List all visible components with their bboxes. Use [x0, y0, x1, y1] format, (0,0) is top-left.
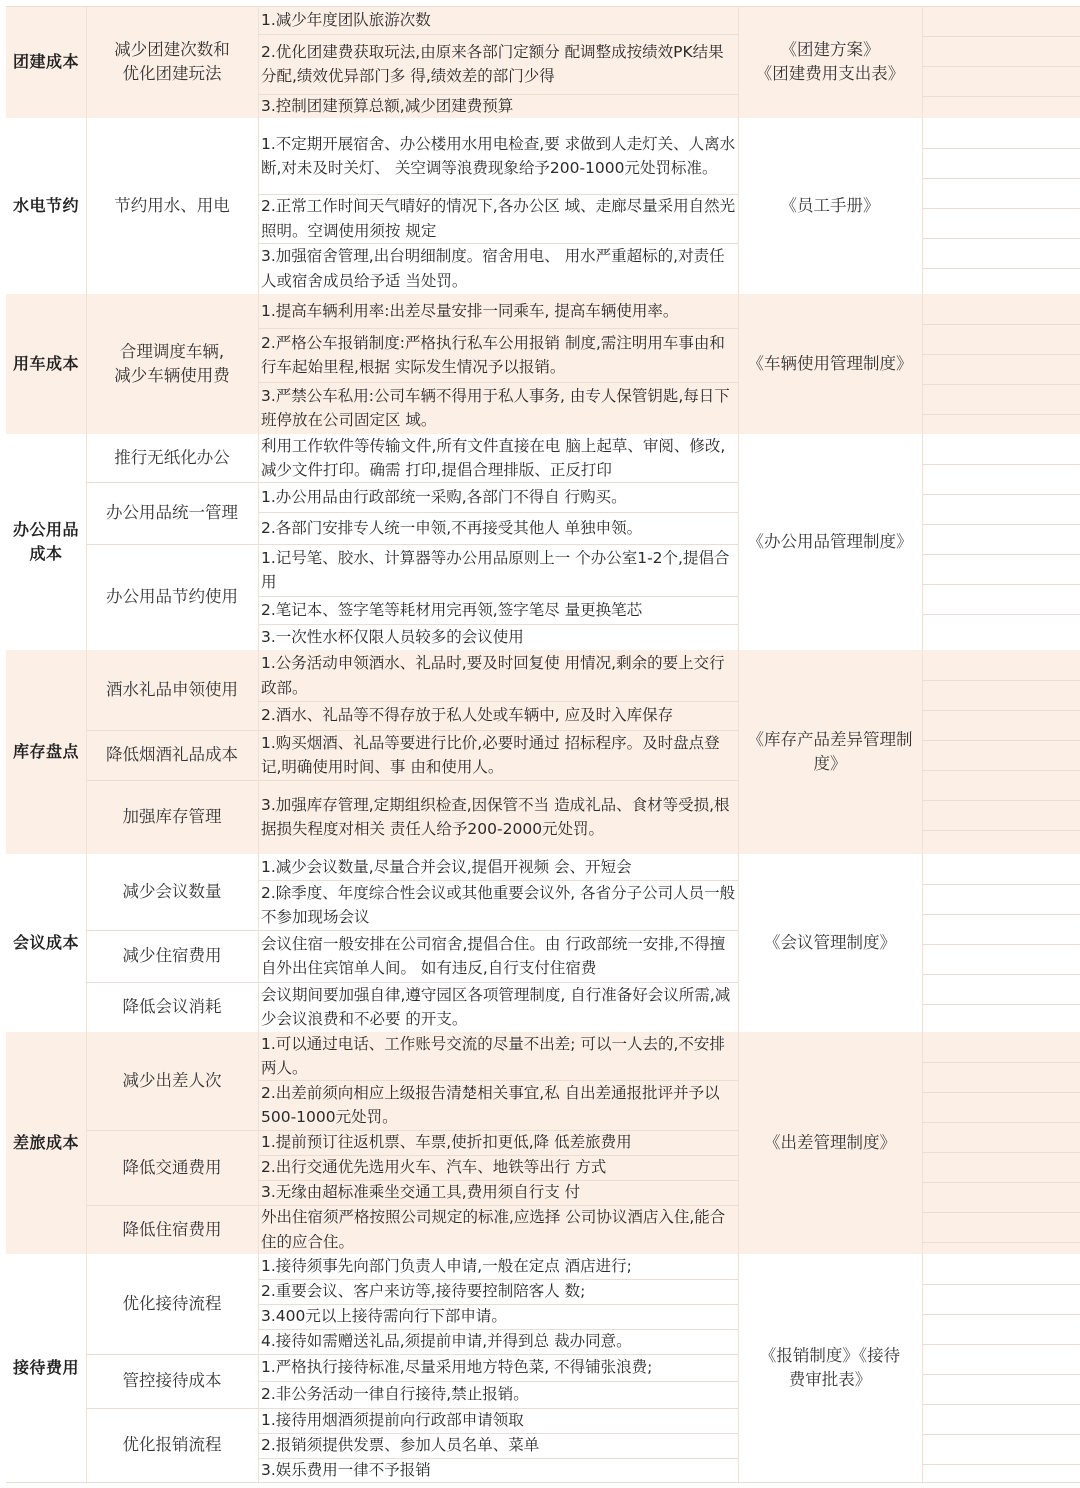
row-divider: [922, 614, 1080, 615]
category-cell: [6, 434, 86, 650]
row-divider: [258, 1155, 738, 1156]
sub-measure-cell: [86, 434, 258, 482]
measure-item-text: 1.可以通过电话、工作账号交流的尽量不出差; 可以一人去的,不安排两人。: [261, 1034, 725, 1077]
policy-document-cell-text: 《办公用品管理制度》: [747, 532, 913, 551]
sub-measure-cell-text: 管控接待成本: [122, 1371, 222, 1390]
row-divider: [86, 730, 738, 731]
measure-item: [258, 982, 738, 1032]
row-divider: [922, 1314, 1080, 1315]
column-divider: [738, 6, 739, 1482]
sub-measure-cell: [86, 650, 258, 730]
row-divider: [922, 238, 1080, 239]
column-divider: [86, 6, 87, 1482]
row-divider: [922, 1122, 1080, 1123]
measure-item: [258, 1032, 738, 1080]
measure-item-text: 利用工作软件等传输文件,所有文件直接在电 脑上起草、审阅、修改,减少文件打印。确需 打印,提倡合理排版、正反打印: [261, 436, 726, 479]
row-divider: [86, 1354, 738, 1355]
sub-measure-cell-text: 办公用品统一管理: [106, 503, 238, 522]
category-cell-text: 库存盘点: [12, 742, 79, 761]
row-divider: [86, 982, 738, 983]
measure-item-text: 1.购买烟酒、礼品等要进行比价,必要时通过 招标程序。及时盘点登记,明确使用时间、事 由和使用人。: [261, 733, 720, 776]
measure-item-text: 2.出行交通优先选用火车、汽车、地铁等出行 方式: [261, 1158, 607, 1177]
measure-item: [258, 544, 738, 596]
row-divider: [258, 94, 738, 95]
row-divider: [258, 624, 738, 625]
sub-measure-cell-text: 合理调度车辆, 减少车辆使用费: [114, 342, 230, 385]
row-divider: [258, 1080, 738, 1081]
sub-measure-cell-text: 降低会议消耗: [122, 997, 222, 1016]
measure-item-text: 1.减少年度团队旅游次数: [261, 10, 431, 29]
row-divider: [922, 1004, 1080, 1005]
measure-item-text: 外出住宿须严格按照公司规定的标准,应选择 公司协议酒店入住,能合住的应合住。: [261, 1208, 726, 1251]
measure-item-text: 1.不定期开展宿舍、办公楼用水用电检查,要 求做到人走灯关、人离水断,对未及时关灯、 关空调等浪费现象给予200-1000元处罚标准。: [261, 134, 736, 177]
sub-measure-cell: [86, 294, 258, 434]
row-divider: [258, 1180, 738, 1181]
row-divider: [922, 324, 1080, 325]
category-cell-text: 团建成本: [12, 52, 79, 71]
row-divider: [86, 1130, 738, 1131]
row-divider: [258, 1279, 738, 1280]
column-divider: [922, 6, 923, 1482]
measure-item: [258, 1433, 738, 1458]
category-cell-text: 差旅成本: [12, 1133, 79, 1152]
sub-measure-cell: [86, 854, 258, 930]
measure-item: [258, 94, 738, 118]
measure-item: [258, 118, 738, 194]
row-divider: [922, 178, 1080, 179]
sub-measure-cell: [86, 780, 258, 854]
row-divider: [922, 710, 1080, 711]
row-divider: [922, 96, 1080, 97]
measure-item: [258, 6, 738, 34]
column-divider: [258, 6, 259, 1482]
row-divider: [922, 268, 1080, 269]
measure-item-text: 1.接待须事先向部门负责人申请,一般在定点 酒店进行;: [261, 1257, 632, 1276]
measure-item-text: 1.提高车辆利用率:出差尽量安排一同乘车, 提高车辆使用率。: [261, 301, 679, 320]
measure-item: [258, 1205, 738, 1254]
sub-measure-cell: [86, 1408, 258, 1482]
measure-item: [258, 596, 738, 624]
sub-measure-cell-text: 降低住宿费用: [122, 1219, 222, 1239]
measure-item-text: 3.加强宿舍管理,出台明细制度。宿舍用电、 用水严重超标的,对责任人或宿舍成员给予适 当处罚。: [261, 247, 725, 290]
sub-measure-cell-text: 减少住宿费用: [122, 946, 222, 965]
sub-measure-cell-text: 优化报销流程: [122, 1435, 222, 1454]
category-cell: [6, 1254, 86, 1482]
row-divider: [922, 584, 1080, 585]
sub-measure-cell: [86, 930, 258, 982]
row-divider: [258, 34, 738, 35]
row-divider: [86, 780, 738, 781]
sub-measure-cell: [86, 118, 258, 294]
row-divider: [922, 1404, 1080, 1405]
measure-item: [258, 1408, 738, 1433]
policy-document-cell-text: 《出差管理制度》: [764, 1133, 896, 1152]
row-divider: [922, 66, 1080, 67]
row-divider: [258, 1381, 738, 1382]
measure-item-text: 会议住宿一般安排在公司宿舍,提倡合住。由 行政部统一安排,不得擅自外出住宾馆单人间。 如有违反,自行支付住宿费: [261, 934, 726, 977]
measure-item-text: 3.无缘由超标准乘坐交通工具,费用须自行支 付: [261, 1183, 581, 1202]
measure-item-text: 2.正常工作时间天气晴好的情况下,各办公区 域、走廊尽量采用自然光照明。空调使用须按 规定: [261, 197, 736, 240]
measure-item: [258, 1254, 738, 1279]
measure-item-text: 2.酒水、礼品等不得存放于私人处或车辆中, 应及时入库保存: [261, 706, 674, 725]
row-divider: [258, 243, 738, 244]
measure-item: [258, 512, 738, 544]
row-divider: [922, 524, 1080, 525]
row-divider: [922, 830, 1080, 831]
row-divider: [86, 1205, 738, 1206]
row-divider: [258, 1458, 738, 1459]
category-cell: [6, 650, 86, 854]
sub-measure-cell: [86, 482, 258, 544]
category-cell-text: 会议成本: [12, 933, 79, 952]
row-divider: [6, 6, 1080, 7]
sub-measure-cell: [86, 1032, 258, 1130]
sub-measure-cell-text: 推行无纸化办公: [114, 448, 230, 467]
row-divider: [922, 884, 1080, 885]
measure-item-text: 2.严格公车报销制度:严格执行私车公用报销 制度,需注明用车事由和行车起始里程,根据 实际发生情况予以报销。: [261, 333, 725, 376]
policy-document-cell-text: 《员工手册》: [780, 196, 880, 215]
row-divider: [922, 1152, 1080, 1153]
sub-measure-cell: [86, 544, 258, 650]
row-divider: [922, 1182, 1080, 1183]
measure-item: [258, 854, 738, 880]
measure-item-text: 2.笔记本、签字笔等耗材用完再领,签字笔尽 量更换笔芯: [261, 600, 643, 619]
row-divider: [922, 1062, 1080, 1063]
measure-item: [258, 1329, 738, 1354]
measure-item-text: 1.记号笔、胶水、计算器等办公用品原则上一 个办公室1-2个,提倡合用: [261, 548, 730, 591]
sub-measure-cell-text: 降低烟酒礼品成本: [106, 745, 238, 764]
measure-item: [258, 1458, 738, 1482]
row-divider: [258, 701, 738, 702]
measure-item-text: 1.公务活动申领酒水、礼品时,要及时回复使 用情况,剩余的要上交行政部。: [261, 654, 725, 697]
sub-measure-cell: [86, 730, 258, 780]
measure-item-text: 2.出差前须向相应上级报告清楚相关事宜,私 自出差通报批评并予以500-1000元处罚。: [261, 1083, 720, 1126]
category-cell: [6, 1032, 86, 1254]
measure-item: [258, 382, 738, 434]
row-divider: [922, 1374, 1080, 1375]
measure-item: [258, 1180, 738, 1205]
sub-measure-cell-text: 酒水礼品申领使用: [106, 680, 238, 699]
measure-item: [258, 730, 738, 780]
category-cell-text: 办公用品 成本: [12, 520, 79, 563]
measure-item: [258, 780, 738, 854]
row-divider: [922, 354, 1080, 355]
measure-item-text: 3.严禁公车私用:公司车辆不得用于私人事务, 由专人保管钥匙,每日下班停放在公司固定区 域。: [261, 386, 730, 429]
measure-item: [258, 1130, 738, 1155]
empty-cell: [922, 1032, 1080, 1254]
row-divider: [922, 914, 1080, 915]
sub-measure-cell: [86, 6, 258, 118]
policy-document-cell: [738, 650, 922, 854]
row-divider: [922, 384, 1080, 385]
policy-document-cell-text: 《报销制度》《接待 费审批表》: [759, 1346, 901, 1389]
measure-item-text: 3.控制团建预算总额,减少团建费预算: [261, 96, 514, 115]
policy-document-cell-text: 《车辆使用管理制度》: [747, 354, 913, 373]
measure-item: [258, 1279, 738, 1304]
category-cell: [6, 118, 86, 294]
sub-measure-cell-text: 优化接待流程: [122, 1294, 222, 1313]
measure-item-text: 2.优化团建费获取玩法,由原来各部门定额分 配调整成按绩效PK结果分配,绩效优异部门多 得,绩效差的部门少得: [261, 42, 724, 85]
row-divider: [922, 800, 1080, 801]
row-divider: [258, 1433, 738, 1434]
row-divider: [258, 596, 738, 597]
policy-document-cell: [738, 854, 922, 1032]
measure-item-text: 1.办公用品由行政部统一采购,各部门不得自 行购买。: [261, 487, 627, 506]
sub-measure-cell-text: 节约用水、用电: [114, 196, 230, 215]
row-divider: [258, 880, 738, 881]
measure-item-text: 3.一次性水杯仅限人员较多的会议使用: [261, 627, 524, 646]
empty-cell: [922, 1254, 1080, 1482]
measure-item: [258, 1354, 738, 1381]
policy-document-cell-text: 《会议管理制度》: [764, 933, 896, 952]
measure-item: [258, 930, 738, 982]
sub-measure-cell-text: 减少出差人次: [122, 1071, 222, 1090]
measure-item-text: 2.各部门安排专人统一申领,不再接受其他人 单独申领。: [261, 518, 643, 537]
sub-measure-cell-text: 减少团建次数和 优化团建玩法: [114, 40, 230, 83]
policy-document-cell: [738, 6, 922, 118]
measure-item: [258, 650, 738, 701]
measure-item-text: 4.接待如需赠送礼品,须提前申请,并得到总 裁办同意。: [261, 1332, 632, 1351]
policy-document-cell: [738, 1254, 922, 1482]
row-divider: [6, 1482, 1080, 1483]
measure-item: [258, 880, 738, 930]
row-divider: [922, 1344, 1080, 1345]
row-divider: [922, 414, 1080, 415]
measure-item-text: 2.报销须提供发票、参加人员名单、菜单: [261, 1436, 540, 1455]
row-divider: [922, 1242, 1080, 1243]
row-divider: [258, 194, 738, 195]
policy-document-cell: [738, 294, 922, 434]
measure-item-text: 3.400元以上接待需向行下部申请。: [261, 1307, 507, 1326]
empty-cell: [922, 854, 1080, 1032]
row-divider: [258, 382, 738, 383]
measure-item: [258, 624, 738, 650]
measure-item: [258, 1080, 738, 1130]
row-divider: [922, 494, 1080, 495]
empty-cell: [922, 434, 1080, 650]
row-divider: [258, 328, 738, 329]
row-divider: [258, 1329, 738, 1330]
measure-item-text: 1.严格执行接待标准,尽量采用地方特色菜, 不得铺张浪费;: [261, 1358, 653, 1377]
measure-item: [258, 294, 738, 328]
measure-item-text: 1.接待用烟酒须提前向行政部申请领取: [261, 1411, 524, 1430]
category-cell-text: 接待费用: [12, 1358, 79, 1377]
sub-measure-cell-text: 减少会议数量: [122, 882, 222, 901]
measure-item: [258, 482, 738, 512]
row-divider: [922, 770, 1080, 771]
measure-item: [258, 701, 738, 730]
row-divider: [922, 208, 1080, 209]
row-divider: [258, 1304, 738, 1305]
row-divider: [922, 680, 1080, 681]
policy-document-cell: [738, 434, 922, 650]
sub-measure-cell: [86, 1354, 258, 1408]
empty-cell: [922, 294, 1080, 434]
row-divider: [922, 148, 1080, 149]
sub-measure-cell: [86, 1205, 258, 1254]
measure-item: [258, 1155, 738, 1180]
measure-item: [258, 1304, 738, 1329]
row-divider: [922, 36, 1080, 37]
row-divider: [922, 740, 1080, 741]
measure-item: [258, 434, 738, 482]
category-cell-text: 水电节约: [12, 196, 79, 215]
row-divider: [922, 1464, 1080, 1465]
row-divider: [86, 482, 738, 483]
category-cell-text: 用车成本: [12, 354, 79, 373]
empty-cell: [922, 6, 1080, 118]
measure-item-text: 2.非公务活动一律自行接待,禁止报销。: [261, 1385, 529, 1404]
sub-measure-cell: [86, 1254, 258, 1354]
row-divider: [258, 512, 738, 513]
row-divider: [86, 930, 738, 931]
row-divider: [922, 974, 1080, 975]
row-divider: [922, 1434, 1080, 1435]
row-divider: [922, 554, 1080, 555]
measure-item: [258, 1381, 738, 1408]
policy-document-cell-text: 《库存产品差异管理制 度》: [747, 730, 913, 773]
measure-item-text: 2.重要会议、客户来访等,接待要控制陪客人 数;: [261, 1282, 586, 1301]
measure-item: [258, 328, 738, 382]
sub-measure-cell-text: 降低交通费用: [122, 1157, 222, 1177]
sub-measure-cell-text: 办公用品节约使用: [106, 587, 238, 606]
sub-measure-cell-text: 加强库存管理: [122, 807, 222, 826]
row-divider: [86, 544, 738, 545]
policy-document-cell-text: 《团建方案》 《团建费用支出表》: [755, 40, 905, 83]
measure-item: [258, 243, 738, 294]
policy-document-cell: [738, 118, 922, 294]
measure-item-text: 1.提前预订往返机票、车票,使折扣更低,降 低差旅费用: [261, 1133, 632, 1152]
sub-measure-cell: [86, 982, 258, 1032]
row-divider: [922, 944, 1080, 945]
measure-item-text: 3.娱乐费用一律不予报销: [261, 1460, 431, 1479]
category-cell: [6, 854, 86, 1032]
row-divider: [922, 1284, 1080, 1285]
sub-measure-cell: [86, 1130, 258, 1205]
category-cell: [6, 6, 86, 118]
measure-item-text: 2.除季度、年度综合性会议或其他重要会议外, 各省分子公司人员一般不参加现场会议: [261, 883, 736, 926]
row-divider: [922, 1212, 1080, 1213]
row-divider: [86, 1408, 738, 1409]
category-cell: [6, 294, 86, 434]
policy-document-cell: [738, 1032, 922, 1254]
row-divider: [922, 1092, 1080, 1093]
measure-item-text: 3.加强库存管理,定期组织检查,因保管不当 造成礼品、食材等受损,根据损失程度对相关 责任人给予200-2000元处罚。: [261, 795, 730, 838]
measure-item-text: 1.减少会议数量,尽量合并会议,提倡开视频 会、开短会: [261, 857, 632, 876]
measure-item: [258, 34, 738, 94]
row-divider: [922, 464, 1080, 465]
measure-item: [258, 194, 738, 243]
measure-item-text: 会议期间要加强自律,遵守园区各项管理制度, 自行准备好会议所需,减少会议浪费和不必要 的开支。: [261, 985, 731, 1028]
